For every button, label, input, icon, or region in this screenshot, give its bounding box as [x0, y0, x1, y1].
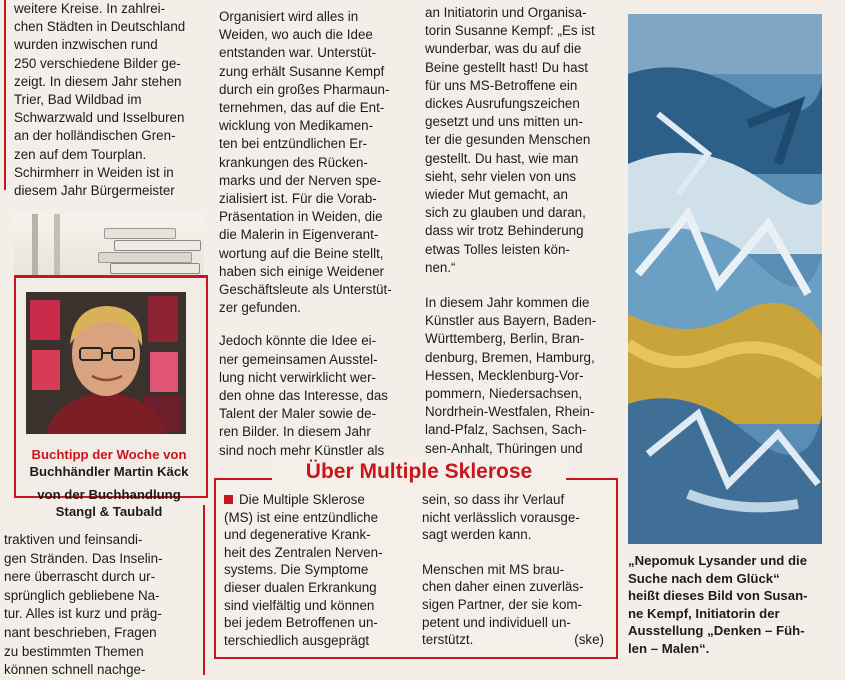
paragraph-gap [219, 317, 415, 332]
text-line: für uns MS-Betroffene ein [425, 77, 578, 93]
book-tip-caption [14, 446, 204, 520]
text-line: und degenerative Krank- [224, 527, 371, 543]
author-signature: (ske) [574, 632, 604, 648]
text-line: Künstler aus Bayern, Baden- [425, 313, 597, 329]
text-line: sind noch mehr Künstler als [219, 442, 385, 458]
text-line: wieder Mut gemacht, an [425, 187, 568, 203]
column-2-text [219, 8, 415, 460]
text-line: dieser dualen Erkrankung [224, 579, 377, 595]
bullet-square-icon [224, 495, 233, 504]
text-line: gestellt. Du hast, wie man [425, 150, 579, 166]
text-line: pommern, Niedersachsen, [425, 386, 583, 402]
text-line: Jedoch könnte die Idee ei- [219, 333, 377, 349]
text-line: In diesem Jahr kommen die [425, 295, 590, 311]
text-line: Geschäftsleute als Unterstüt- [219, 282, 392, 298]
text-line [224, 491, 410, 509]
text-line [422, 631, 604, 649]
text-line: lung nicht verwirklicht wer- [219, 369, 377, 385]
text-line: zeigt. In diesem Jahr stehen [14, 73, 182, 89]
text-line: 250 verschiedene Bilder ge- [14, 55, 181, 71]
text-line: krankungen des Rücken- [219, 154, 368, 170]
text-line: wurden inzwischen rund [14, 37, 158, 53]
text-line: sieht, sehr vielen von uns [425, 168, 577, 184]
text-line: bei jedem Betroffenen un- [224, 615, 378, 631]
caption-line: Ausstellung „Denken – Füh- [628, 623, 805, 638]
text-line: Hessen, Mecklenburg-Vor- [425, 367, 584, 383]
text-line: zialisiert ist. Für die Vorab- [219, 191, 377, 207]
text-line: land-Pfalz, Sachsen, Sach- [425, 422, 587, 438]
bookstore-name: Stangl & Taubald [55, 504, 163, 519]
bookseller-photo [26, 292, 186, 434]
text-line: sen-Anhalt, Thüringen und [425, 440, 583, 456]
text-line: sigen Partner, der sie kom- [422, 596, 583, 612]
bookseller-name: Buchhändler Martin Käck [29, 464, 189, 479]
text-line: gen Stränden. Das Inselin- [4, 550, 163, 566]
text-line: sein, so dass ihr Verlauf [422, 492, 565, 507]
text-line: an Initiatorin und Organisa- [425, 5, 587, 20]
text-line: nicht verlässlich vorausge- [422, 509, 580, 525]
text-line: Württemberg, Berlin, Bran- [425, 331, 585, 347]
book-tip-title: Buchtipp der Woche von [31, 447, 187, 462]
text-line: dass wir trotz Behinderung [425, 223, 584, 239]
column-1-top-text [14, 0, 204, 200]
bookshelf-image [14, 214, 204, 275]
text-line: ren Bilder. In diesem Jahr [219, 424, 371, 440]
text-line: die Malerin in Eigenverant- [219, 227, 379, 243]
ms-info-title: Über Multiple Sklerose [272, 458, 566, 486]
caption-line: len – Malen“. [628, 640, 710, 656]
text-line: Talent der Maler sowie de- [219, 406, 377, 422]
text-line: Weiden, wo auch die Idee [219, 27, 373, 43]
text-line: durch ein großes Pharmaun- [219, 81, 390, 97]
text-line: nen.“ [425, 259, 456, 275]
text-line: tur. Alles ist kurz und präg- [4, 606, 162, 622]
column-1-bottom-text [4, 531, 194, 680]
painting-image-icon [628, 14, 822, 544]
text-line: petent und individuell un- [422, 614, 571, 630]
text-line: entstanden war. Unterstüt- [219, 45, 377, 61]
text-line: zen auf dem Tourplan. [14, 146, 147, 162]
text-line: traktiven und feinsandi- [4, 532, 143, 547]
caption-line: „Nepomuk Lysander und die [628, 553, 808, 568]
paragraph-gap [422, 544, 604, 561]
text-line: torin Susanne Kempf: „Es ist [425, 23, 595, 39]
paragraph-gap [425, 277, 618, 294]
text-line: Präsentation in Weiden, die [219, 209, 383, 225]
text-line: systems. Die Symptome [224, 562, 369, 578]
text-line: Nordrhein-Westfalen, Rhein- [425, 404, 595, 420]
text-line: Organisiert wird alles in [219, 9, 359, 24]
text-line: terschiedlich ausgeprägt [224, 632, 370, 648]
text-line: sich zu glauben und daran, [425, 205, 586, 221]
ms-info-right-text [422, 491, 604, 649]
text-line: haben sich einige Weidener [219, 263, 385, 279]
bookstore-line: von der Buchhandlung [37, 487, 181, 502]
text-line: ner gemeinsamen Ausstel- [219, 351, 378, 367]
text-line: marks und der Nerven spe- [219, 172, 382, 188]
text-last: terstützt. [422, 632, 474, 648]
box-first-line: Die Multiple Sklerose [239, 492, 365, 507]
text-line: zer gefunden. [219, 300, 301, 316]
text-line: zu bestimmten Themen [4, 643, 144, 659]
text-line: wicklung von Medikamen- [219, 118, 374, 134]
text-line: weitere Kreise. In zahlrei- [14, 1, 166, 16]
column-divider-bottom [203, 505, 205, 675]
text-line: sind vielfältig und können [224, 597, 375, 613]
text-line: diesem Jahr Bürgermeister [14, 183, 175, 199]
caption-line: Suche nach dem Glück“ [628, 570, 780, 586]
text-line: wortung auf die Beine stellt, [219, 245, 384, 261]
text-line: denburg, Bremen, Hamburg, [425, 349, 595, 365]
text-line: nere überrascht durch ur- [4, 569, 156, 585]
text-line: chen Städten in Deutschland [14, 19, 186, 35]
text-line: etwas Tolles leisten kön- [425, 241, 570, 257]
text-line: Menschen mit MS brau- [422, 561, 565, 577]
caption-line: ne Kempf, Initiatorin der [628, 605, 780, 621]
text-line: Beine gestellt hast! Du hast [425, 59, 589, 75]
text-line: ten bei entzündlichen Er- [219, 136, 368, 152]
text-line: sagt werden kann. [422, 527, 532, 543]
text-line: Schirmherr in Weiden ist in [14, 164, 174, 180]
text-line: sprünglich gebliebene Na- [4, 587, 160, 603]
text-line: nant beschrieben, Fragen [4, 624, 157, 640]
text-line: chen daher einen zuverläs- [422, 579, 584, 595]
text-line: an der holländischen Gren- [14, 128, 176, 144]
text-line: zung erhält Susanne Kempf [219, 63, 385, 79]
text-line: heit des Zentralen Nerven- [224, 544, 383, 560]
text-line: ter die gesunden Menschen [425, 132, 591, 148]
text-line: (MS) ist eine entzündliche [224, 509, 379, 525]
column-divider-top [4, 0, 6, 190]
painting-caption [628, 552, 828, 657]
column-3-text [425, 4, 618, 458]
text-line: den ohne das Interesse, das [219, 388, 388, 404]
abstract-painting [628, 14, 822, 544]
text-line: wunderbar, was du auf die [425, 41, 582, 57]
text-line: Trier, Bad Wildbad im [14, 92, 142, 108]
text-line: gesetzt und uns mitten un- [425, 114, 583, 130]
ms-info-left-text [224, 491, 410, 649]
text-line: dickes Ausrufungszeichen [425, 96, 580, 112]
text-line: Schwarzwald und Isselburen [14, 110, 185, 126]
portrait-icon [26, 292, 186, 434]
caption-line: heißt dieses Bild von Susan- [628, 588, 808, 603]
text-line: können schnell nachge- [4, 662, 146, 678]
text-line: ternehmen, das auf die Ent- [219, 100, 385, 116]
